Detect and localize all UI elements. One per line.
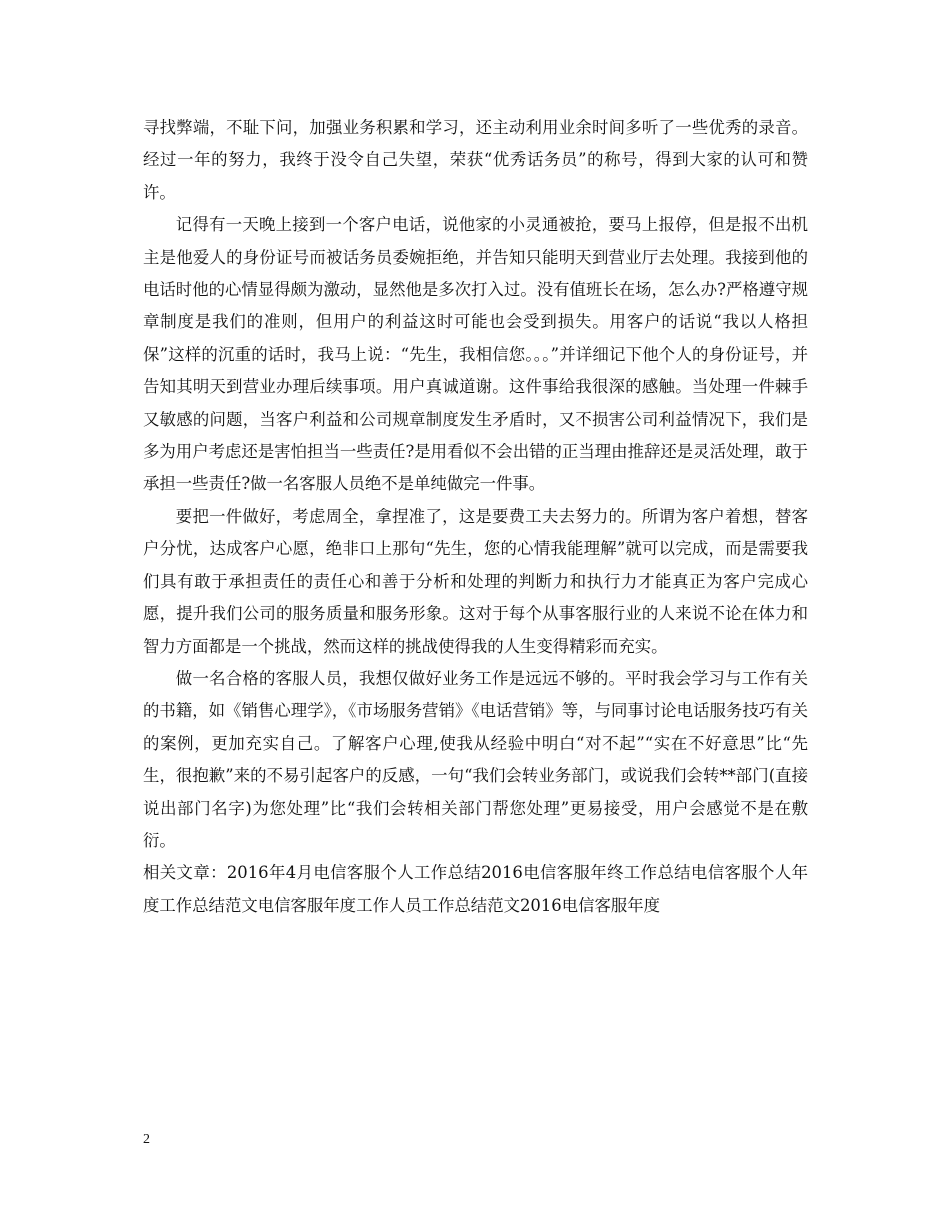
paragraph-qualified-staff: 做一名合格的客服人员，我想仅做好业务工作是远远不够的。平时我会学习与工作有关的书籍，如《销售心理学》，《市场服务营销》《电话营销》等，与同事讨论电话服务技巧有关的案例，更加充实自己。了解客户心理,使我从经验中明白“对不起”“实在不好意思”比“先生，很抱歉”来的不易引起客户的反感，一句“我们会转业务部门，或说我们会转**部门(直接说出部门名字)为您处理”比“我们会转相关部门帮您处理”更易接受，用户会感觉不是在敷衍。: [143, 668, 808, 850]
related-articles: 相关文章：2016年4月电信客服个人工作总结2016电信客服年终工作总结电信客服个人年度工作总结范文电信客服年度工作人员工作总结范文2016电信客服年度: [143, 863, 808, 915]
page-number: 2: [143, 1132, 150, 1147]
document-body: [143, 112, 808, 922]
paragraph-continuation: 寻找弊端，不耻下问，加强业务积累和学习，还主动利用业余时间多听了一些优秀的录音。经过一年的努力，我终于没令自己失望，荣获“优秀话务员”的称号，得到大家的认可和赞许。: [143, 118, 808, 202]
paragraph-customer-call: 记得有一天晚上接到一个客户电话，说他家的小灵通被抢，要马上报停，但是报不出机主是他爱人的身份证号而被话务员委婉拒绝，并告知只能明天到营业厅去处理。我接到他的电话时他的心情显得颇为激动，显然他是多次打入过。没有值班长在场，怎么办?严格遵守规章制度是我们的准则，但用户的利益这时可能也会受到损失。用客户的话说“我以人格担保”这样的沉重的话时，我马上说：“先生，我相信您。。。”并详细记下他个人的身份证号，并告知其明天到营业办理后续事项。用户真诚道谢。这件事给我很深的感触。当处理一件棘手又敏感的问题，当客户利益和公司规章制度发生矛盾时，又不损害公司利益情况下，我们是多为用户考虑还是害怕担当一些责任?是用看似不会出错的正当理由推辞还是灵活处理，敢于承担一些责任?做一名客服人员绝不是单纯做完一件事。: [143, 215, 808, 494]
paragraph-doing-well: 要把一件做好，考虑周全，拿捏准了，这是要费工夫去努力的。所谓为客户着想，替客户分忧，达成客户心愿，绝非口上那句“先生，您的心情我能理解”就可以完成，而是需要我们具有敢于承担责任的责任心和善于分析和处理的判断力和执行力才能真正为客户完成心愿，提升我们公司的服务质量和服务形象。这对于每个从事客服行业的人来说不论在体力和智力方面都是一个挑战，然而这样的挑战使得我的人生变得精彩而充实。: [143, 506, 808, 656]
